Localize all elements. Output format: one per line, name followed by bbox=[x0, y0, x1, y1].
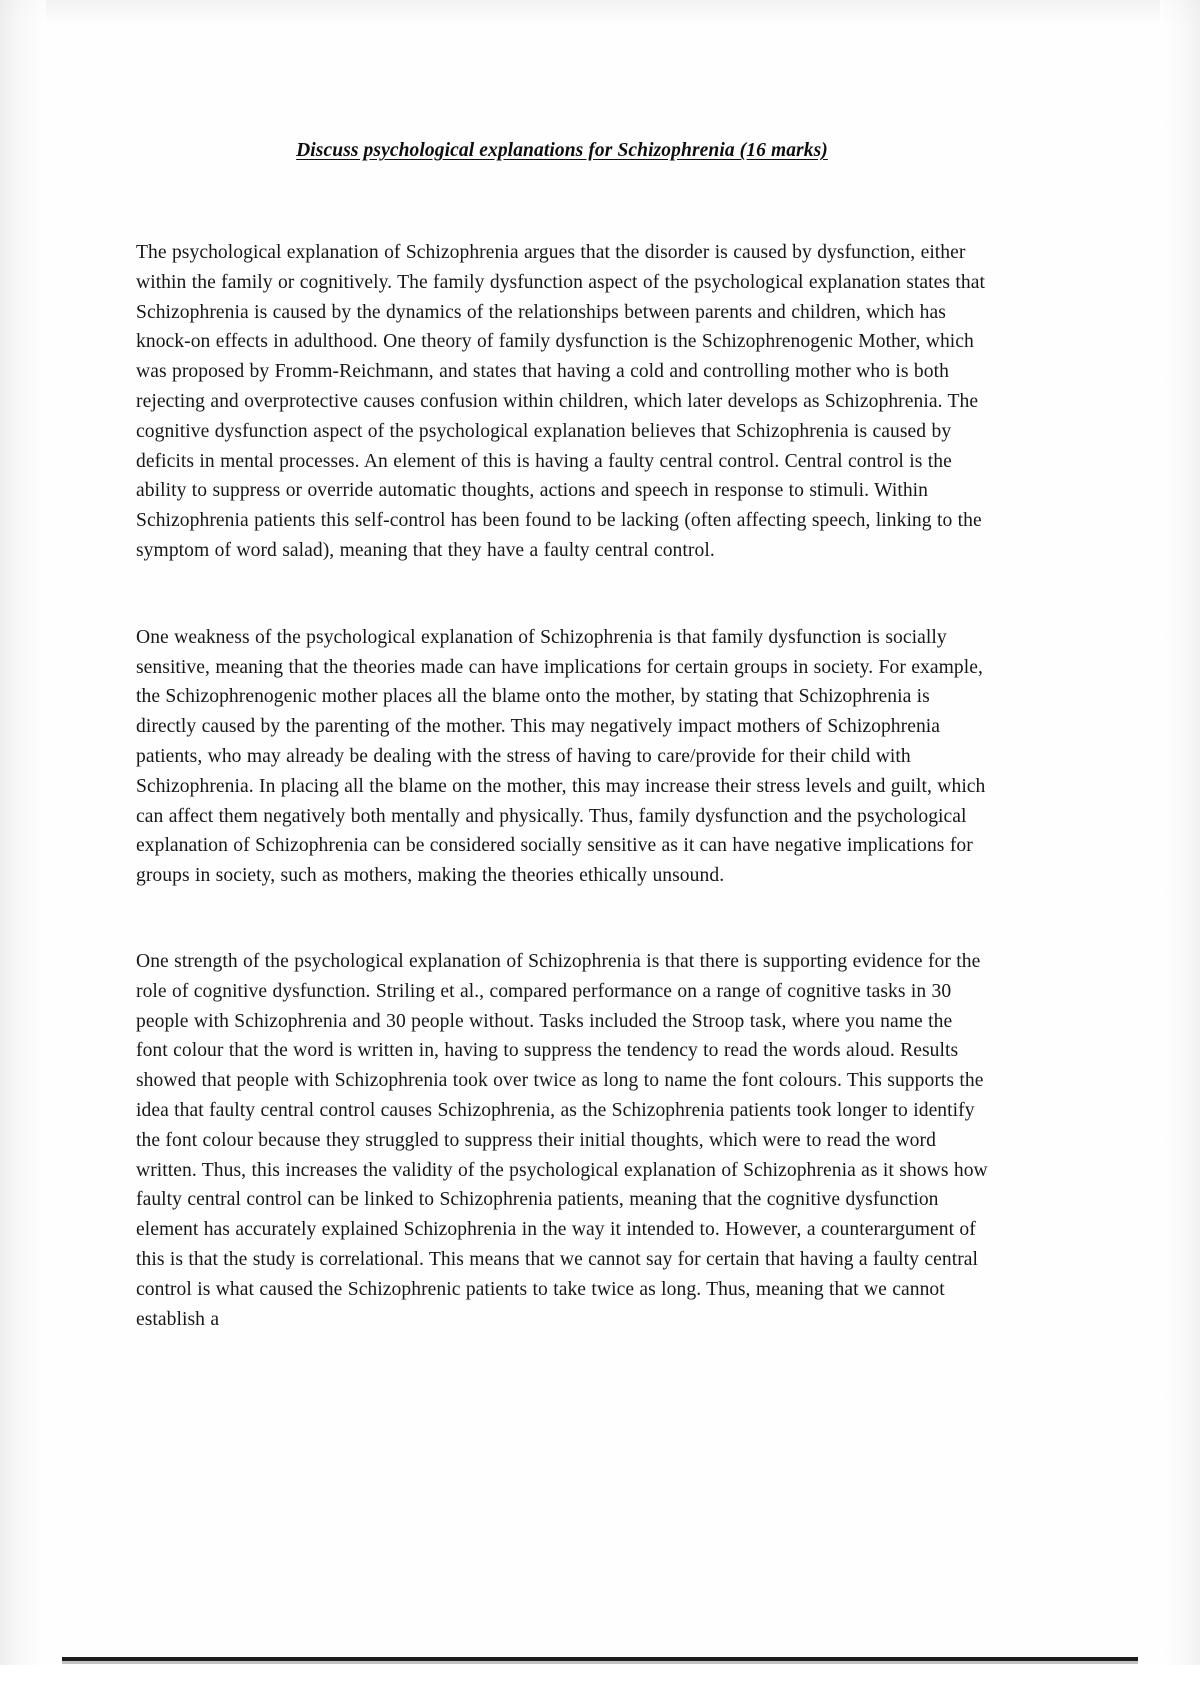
document-body bbox=[136, 0, 988, 1334]
body-paragraph-1: The psychological explanation of Schizophrenia argues that the disorder is caused by dysfunction, either within the family or cognitively. The family dysfunction aspect of the psychological explanation states that Schizophrenia is caused by the dynamics of the relationships between parents and children, which has knock-on effects in adulthood. One theory of family dysfunction is the Schizophrenogenic Mother, which was proposed by Fromm-Reichmann, and states that having a cold and controlling mother who is both rejecting and overprotective causes confusion within children, which later develops as Schizophrenia. The cognitive dysfunction aspect of the psychological explanation believes that Schizophrenia is caused by deficits in mental processes. An element of this is having a faulty central control. Central control is the ability to suppress or override automatic thoughts, actions and speech in response to stimuli. Within Schizophrenia patients this self-control has been found to be lacking (often affecting speech, linking to the symptom of word salad), meaning that they have a faulty central control. bbox=[136, 242, 985, 561]
page-title: Discuss psychological explanations for Schizophrenia (16 marks) bbox=[296, 140, 828, 161]
page-bottom-margin bbox=[0, 1665, 1200, 1700]
scan-edge-shading-right bbox=[1160, 0, 1200, 1700]
page-bottom-rule-shadow bbox=[62, 1661, 1138, 1664]
scan-edge-shading-left bbox=[0, 0, 46, 1700]
body-paragraph-2: One weakness of the psychological explanation of Schizophrenia is that family dysfunction is socially sensitive, meaning that the theories made can have implications for certain groups in society. For example, the Schizophrenogenic mother places all the blame onto the mother, by stating that Schizophrenia is directly caused by the parenting of the mother. This may negatively impact mothers of Schizophrenia patients, who may already be dealing with the stress of having to care/provide for their child with Schizophrenia. In placing all the blame on the mother, this may increase their stress levels and guilt, which can affect them negatively both mentally and physically. Thus, family dysfunction and the psychological explanation of Schizophrenia can be considered socially sensitive as it can have negative implications for groups in society, such as mothers, making the theories ethically unsound. bbox=[136, 626, 986, 887]
body-paragraph-3: One strength of the psychological explanation of Schizophrenia is that there is supporting evidence for the role of cognitive dysfunction. Striling et al., compared performance on a range of cognitive tasks in 30 people with Schizophrenia and 30 people without. Tasks included the Stroop task, where you name the font colour that the word is written in, having to suppress the tendency to read the words aloud. Results showed that people with Schizophrenia took over twice as long to name the font colours. This supports the idea that faulty central control causes Schizophrenia, as the Schizophrenia patients took longer to identify the font colour because they struggled to suppress their initial thoughts, which were to read the word written. Thus, this increases the validity of the psychological explanation of Schizophrenia as it shows how faulty central control can be linked to Schizophrenia patients, meaning that the cognitive dysfunction element has accurately explained Schizophrenia in the way it intended to. However, a counterargument of this is that the study is correlational. This means that we cannot say for certain that having a faulty central control is what caused the Schizophrenic patients to take twice as long. Thus, meaning that we cannot establish a bbox=[136, 950, 988, 1330]
